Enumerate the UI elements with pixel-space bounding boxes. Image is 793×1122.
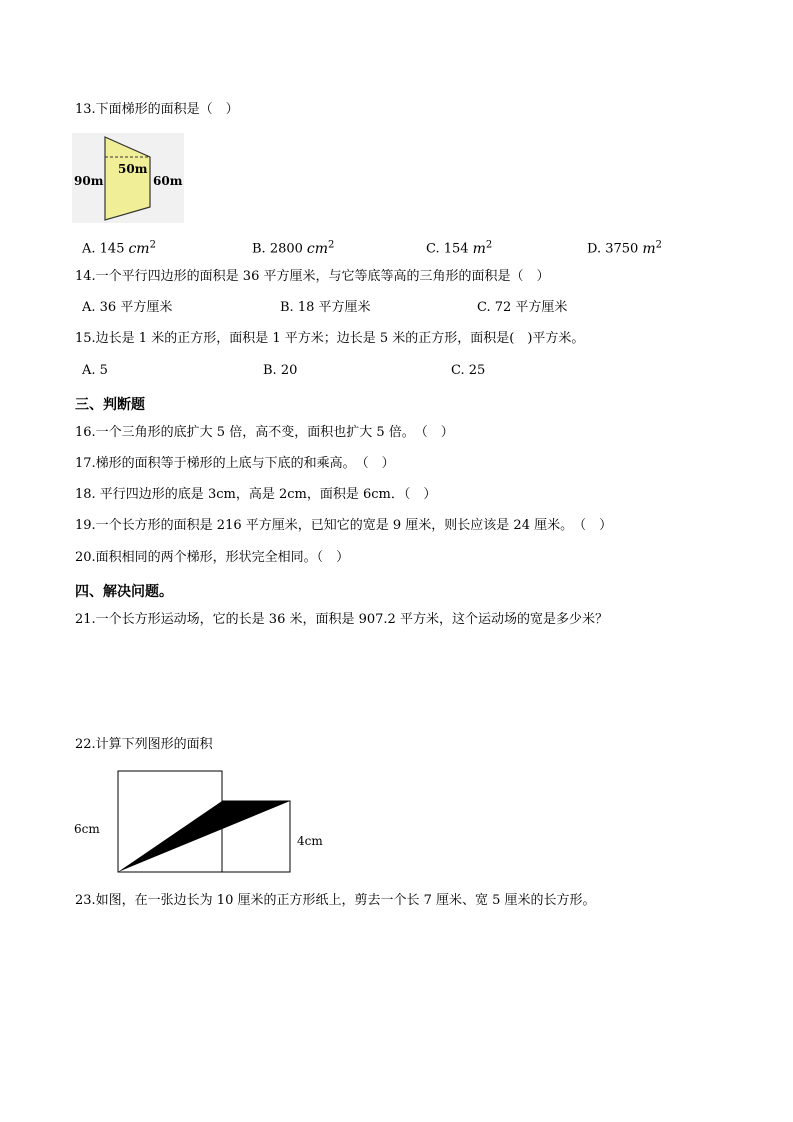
label-4cm: 4cm [297,834,323,848]
question-16-text: 16.一个三角形的底扩大 5 倍，高不变，面积也扩大 5 倍。 （ ） [75,425,454,440]
label-60m: 60m [153,174,183,188]
question-19-text: 19.一个长方形的面积是 216 平方厘米，已知它的宽是 9 厘米，则长应该是 24 厘米。 （ ） [75,518,613,533]
section-4-heading: 四、解决问题。 [75,584,173,600]
trapezoid-figure [72,133,184,223]
label-50m: 50m [118,162,148,176]
question-18-text: 18. 平行四边形的底是 3cm，高是 2cm，面积是 6cm．（ ） [75,487,437,502]
question-13-text: 13.下面梯形的面积是（ ） [75,102,239,117]
question-20-text: 20.面积相同的两个梯形，形状完全相同。（ ） [75,550,350,565]
section-3-heading: 三、判断题 [75,397,145,413]
q15-option-c[interactable]: C. 25 [451,363,486,378]
q15-option-b[interactable]: B. 20 [263,363,298,378]
question-22-text: 22.计算下列图形的面积 [75,737,213,752]
q13-option-c[interactable]: C. 154 $m^2$ [426,239,493,257]
q14-option-b[interactable]: B. 18 平方厘米 [280,300,371,315]
label-90m: 90m [74,174,104,188]
q13-option-b[interactable]: B. 2800 $cm^2$ [252,239,335,257]
composite-figure [70,768,360,876]
question-14-text: 14.一个平行四边形的面积是 36 平方厘米，与它等底等高的三角形的面积是（ ） [75,269,550,284]
q13-option-a[interactable]: A. 145 $cm^2$ [82,239,156,257]
q14-option-a[interactable]: A. 36 平方厘米 [82,300,173,315]
label-6cm: 6cm [74,822,100,836]
q15-option-a[interactable]: A. 5 [82,363,108,378]
question-23-text: 23.如图，在一张边长为 10 厘米的正方形纸上，剪去一个长 7 厘米、宽 5 厘米的长方形。 [75,893,596,908]
q13-option-d[interactable]: D. 3750 $m^2$ [587,239,662,257]
shaded-triangle [118,801,290,872]
q14-option-c[interactable]: C. 72 平方厘米 [477,300,568,315]
question-15-text: 15.边长是 1 米的正方形，面积是 1 平方米；边长是 5 米的正方形，面积是( )平方米。 [75,331,585,346]
question-21-text: 21.一个长方形运动场，它的长是 36 米，面积是 907.2 平方米，这个运动场的宽是多少米？ [75,612,608,627]
question-17-text: 17.梯形的面积等于梯形的上底与下底的和乘高。 （ ） [75,456,395,471]
